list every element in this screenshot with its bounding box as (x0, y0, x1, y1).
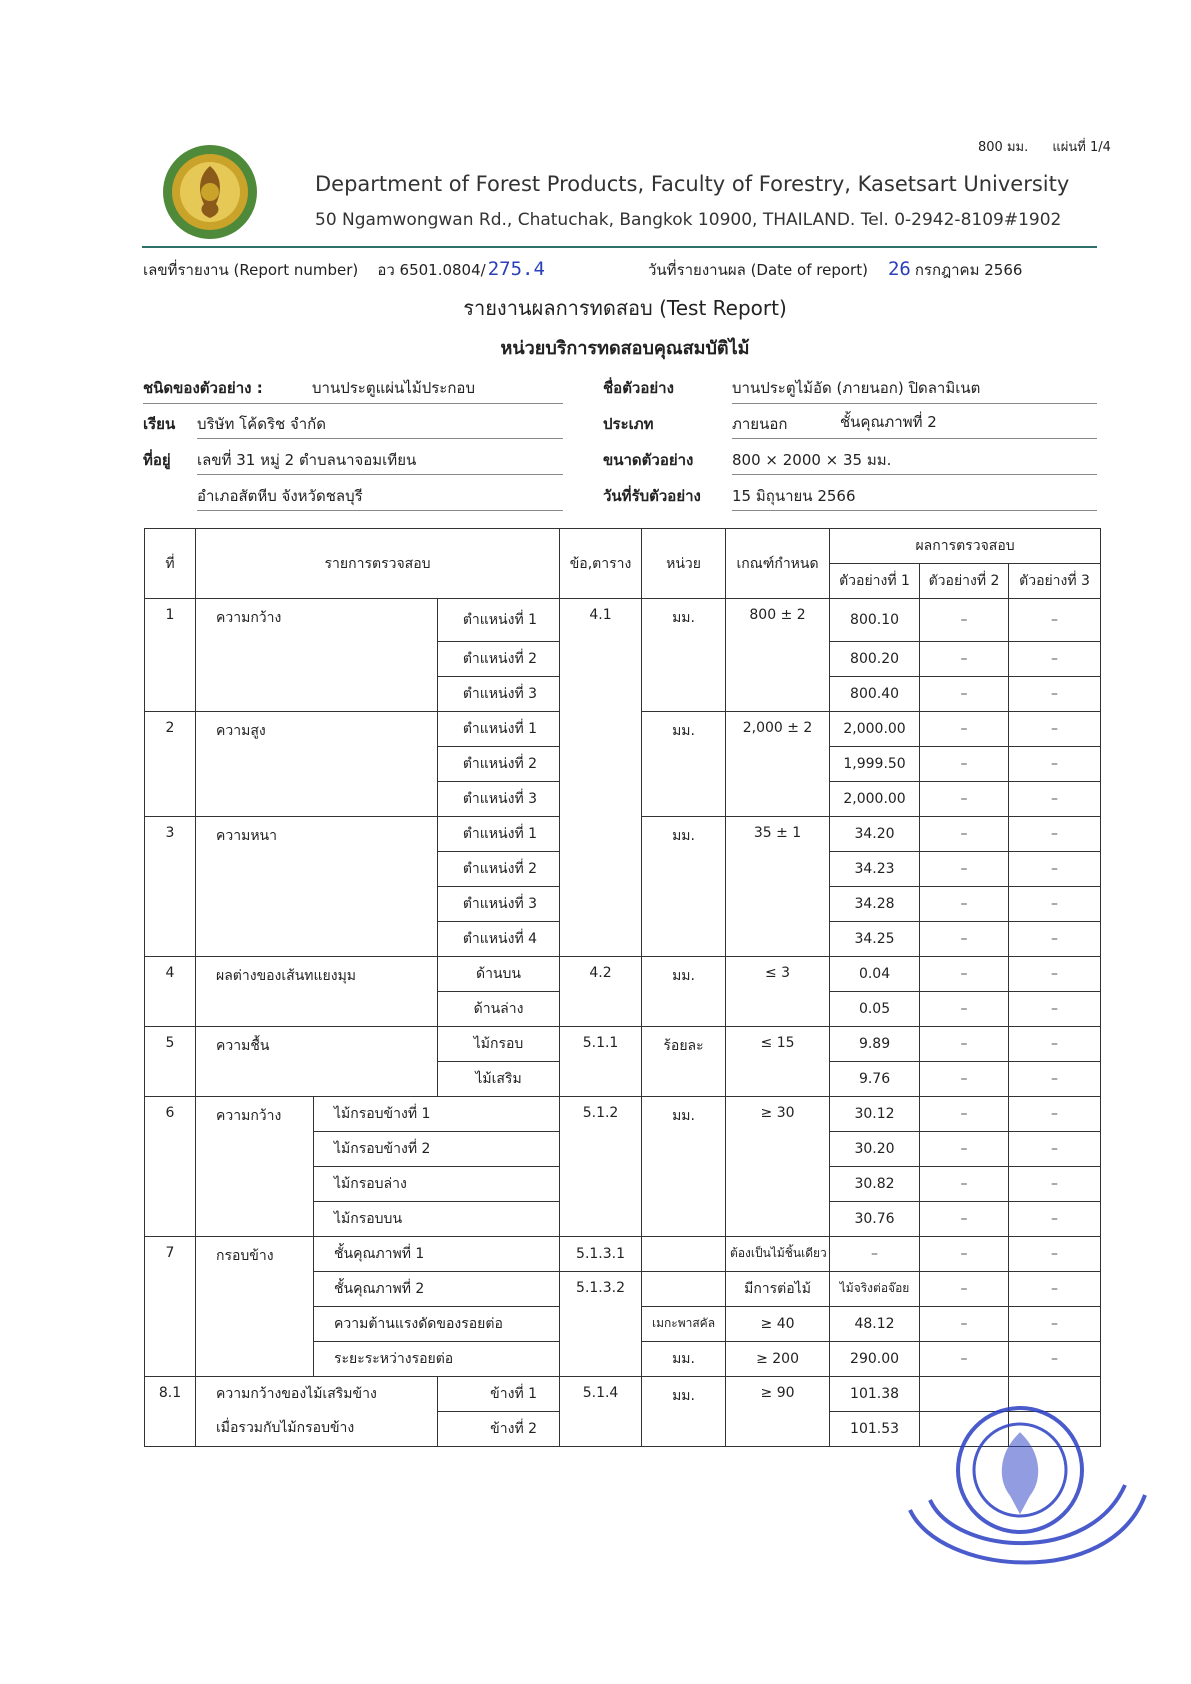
header-no: ที่ (145, 529, 196, 599)
clause-cell (560, 711, 642, 746)
position-label: ไม้กรอบบน (314, 1201, 560, 1236)
row-number: 8.1 (145, 1376, 196, 1446)
row-unit: มม. (642, 1096, 726, 1236)
position-label: ด้านบน (438, 956, 560, 991)
received-date-value: 15 มิถุนายน 2566 (732, 487, 856, 505)
report-date-day: 26 (887, 258, 911, 280)
sample-1-value: 30.12 (830, 1096, 920, 1131)
category-label: ประเภท (603, 415, 654, 433)
sample-2-value: – (920, 711, 1009, 746)
report-date-rest: กรกฎาคม 2566 (914, 261, 1023, 279)
sample-2-value: – (920, 886, 1009, 921)
department-address: 50 Ngamwongwan Rd., Chatuchak, Bangkok 10900, THAILAND. Tel. 0-2942-8109#1902 (315, 210, 1062, 230)
sample-1-value: 9.76 (830, 1061, 920, 1096)
row-number: 3 (145, 816, 196, 956)
department-name: Department of Forest Products, Faculty of Forestry, Kasetsart University (315, 172, 1070, 196)
sample-2-value: – (920, 816, 1009, 851)
position-label: ตำแหน่งที่ 2 (438, 851, 560, 886)
header-clause: ข้อ,ตาราง (560, 529, 642, 599)
row-number: 1 (145, 599, 196, 712)
sample-size-label: ขนาดตัวอย่าง (603, 451, 694, 469)
row-item: กรอบข้าง (196, 1236, 314, 1376)
row-item: ความหนา (196, 816, 438, 956)
clause-cell (560, 886, 642, 921)
sample-size-value: 800 × 2000 × 35 มม. (732, 451, 892, 469)
sample-3-value: – (1009, 599, 1101, 642)
position-label: ข้างที่ 1 (438, 1376, 560, 1411)
row-clause: 5.1.4 (560, 1376, 642, 1446)
sample-1-value: 101.38 (830, 1376, 920, 1411)
row-clause: 5.1.3.1 (560, 1236, 642, 1271)
received-date-label: วันที่รับตัวอย่าง (603, 487, 701, 505)
results-table (144, 528, 1101, 1447)
row-item: ความชื้น (196, 1026, 438, 1096)
sample-1-value: 1,999.50 (830, 746, 920, 781)
row-criteria: ≤ 3 (726, 956, 830, 1026)
sample-1-value: 30.20 (830, 1131, 920, 1166)
header-sample-3: ตัวอย่างที่ 3 (1009, 564, 1101, 599)
sample-1-value: 800.10 (830, 599, 920, 642)
row-criteria: ต้องเป็นไม้ชิ้นเดียว (726, 1236, 830, 1271)
row-number: 7 (145, 1236, 196, 1376)
sample-1-value: – (830, 1236, 920, 1271)
sample-1-value: 34.25 (830, 921, 920, 956)
sample-1-value: 30.82 (830, 1166, 920, 1201)
sample-2-value: – (920, 676, 1009, 711)
category-value: ภายนอก (732, 415, 788, 433)
position-label: ตำแหน่งที่ 1 (438, 599, 560, 642)
position-label: ตำแหน่งที่ 2 (438, 746, 560, 781)
row-unit: มม. (642, 816, 726, 956)
header-item: รายการตรวจสอบ (196, 529, 560, 599)
sample-3-value: – (1009, 1201, 1101, 1236)
address-line2: อำเภอสัตหีบ จังหวัดชลบุรี (197, 487, 363, 505)
row-item: เมื่อรวมกับไม้กรอบข้าง (196, 1411, 438, 1446)
header-unit: หน่วย (642, 529, 726, 599)
underline (732, 438, 1097, 439)
row-criteria: ≥ 90 (726, 1376, 830, 1446)
sample-1-value: 34.20 (830, 816, 920, 851)
clause-cell (560, 851, 642, 886)
address-label: ที่อยู่ (143, 451, 171, 469)
table-row (145, 956, 1101, 991)
row-criteria: 800 ± 2 (726, 599, 830, 712)
row-criteria: ≤ 15 (726, 1026, 830, 1096)
underline (197, 510, 563, 511)
page-tag (958, 136, 1111, 157)
position-label: ด้านล่าง (438, 991, 560, 1026)
table-row (145, 711, 1101, 746)
position-label: ไม้เสริม (438, 1061, 560, 1096)
position-label: ตำแหน่งที่ 2 (438, 641, 560, 676)
sample-2-value: – (920, 956, 1009, 991)
sample-3-value: – (1009, 1026, 1101, 1061)
sample-1-value: 30.76 (830, 1201, 920, 1236)
address-line1: เลขที่ 31 หมู่ 2 ตำบลนาจอมเทียน (197, 451, 417, 469)
report-date (648, 258, 1022, 282)
position-label: ชั้นคุณภาพที่ 1 (314, 1236, 560, 1271)
underline (143, 403, 563, 404)
row-unit: มม. (642, 599, 726, 712)
table-row (145, 1096, 1101, 1131)
sample-3-value: – (1009, 781, 1101, 816)
row-criteria: 2,000 ± 2 (726, 711, 830, 816)
row-item: ผลต่างของเส้นทแยงมุม (196, 956, 438, 1026)
position-label: ตำแหน่งที่ 4 (438, 921, 560, 956)
row-number: 2 (145, 711, 196, 816)
position-label: ไม้กรอบข้างที่ 1 (314, 1096, 560, 1131)
sample-type-label: ชนิดของตัวอย่าง : (143, 379, 263, 397)
row-clause: 4.2 (560, 956, 642, 1026)
position-label: ระยะระหว่างรอยต่อ (314, 1341, 560, 1376)
sample-2-value: – (920, 746, 1009, 781)
table-row (145, 599, 1101, 642)
report-number-label: เลขที่รายงาน (Report number) (143, 261, 359, 279)
unit-cell (642, 1271, 726, 1306)
sample-1-value: 101.53 (830, 1411, 920, 1446)
sample-1-value: 34.23 (830, 851, 920, 886)
sample-3-value: – (1009, 851, 1101, 886)
sample-1-value: 34.28 (830, 886, 920, 921)
header-results: ผลการตรวจสอบ (830, 529, 1101, 564)
report-number (143, 258, 545, 282)
sample-2-value: – (920, 851, 1009, 886)
sample-3-value: – (1009, 886, 1101, 921)
position-label: ความต้านแรงดัดของรอยต่อ (314, 1306, 560, 1341)
position-label: ตำแหน่งที่ 3 (438, 886, 560, 921)
sample-1-value: 2,000.00 (830, 711, 920, 746)
row-criteria: ≥ 40 (726, 1306, 830, 1341)
table-row (145, 1026, 1101, 1061)
sample-2-value: – (920, 1201, 1009, 1236)
sample-2-value: – (920, 1341, 1009, 1376)
sample-1-value: 800.20 (830, 641, 920, 676)
sample-2-value: – (920, 1096, 1009, 1131)
sample-3-value: – (1009, 816, 1101, 851)
clause-cell (560, 816, 642, 851)
header-criteria: เกณฑ์กำหนด (726, 529, 830, 599)
size-tag: 800 มม. (978, 140, 1029, 155)
sample-3-value: – (1009, 1096, 1101, 1131)
row-number: 6 (145, 1096, 196, 1236)
sample-3-value: – (1009, 676, 1101, 711)
sample-2-value: – (920, 1131, 1009, 1166)
position-label: ไม้กรอบข้างที่ 2 (314, 1131, 560, 1166)
clause-cell (560, 781, 642, 816)
table-header-row (145, 529, 1101, 564)
position-label: ตำแหน่งที่ 1 (438, 711, 560, 746)
underline (732, 474, 1097, 475)
position-label: ไม้กรอบ (438, 1026, 560, 1061)
sample-3-value: – (1009, 641, 1101, 676)
clause-cell (560, 921, 642, 956)
row-number: 5 (145, 1026, 196, 1096)
row-unit: มม. (642, 956, 726, 1026)
row-unit: มม. (642, 1341, 726, 1376)
header-rule (142, 246, 1097, 248)
sample-3-value: – (1009, 1061, 1101, 1096)
sample-2-value: – (920, 921, 1009, 956)
sample-3-value: – (1009, 921, 1101, 956)
sample-2-value: – (920, 1306, 1009, 1341)
underline (732, 403, 1097, 404)
sample-3-value: – (1009, 991, 1101, 1026)
header-sample-2: ตัวอย่างที่ 2 (920, 564, 1009, 599)
report-title: รายงานผลการทดสอบ (Test Report) (463, 296, 787, 320)
row-clause: 5.1.2 (560, 1096, 642, 1236)
sample-3-value: – (1009, 1236, 1101, 1271)
unit-cell (642, 1236, 726, 1271)
sample-1-value: 290.00 (830, 1341, 920, 1376)
sample-2-value: – (920, 991, 1009, 1026)
report-date-label: วันที่รายงานผล (Date of report) (648, 261, 868, 279)
position-label: ไม้กรอบล่าง (314, 1166, 560, 1201)
report-number-handwritten: 275.4 (487, 258, 545, 280)
position-label: ตำแหน่งที่ 3 (438, 676, 560, 711)
clause-cell (560, 746, 642, 781)
row-criteria: ≥ 30 (726, 1096, 830, 1236)
to-value: บริษัท โค้ดริช จำกัด (197, 415, 326, 433)
underline (197, 474, 563, 475)
sample-2-value: – (920, 1061, 1009, 1096)
row-unit: ร้อยละ (642, 1026, 726, 1096)
sample-2-value: – (920, 1236, 1009, 1271)
sample-1-value: 2,000.00 (830, 781, 920, 816)
header-sample-1: ตัวอย่างที่ 1 (830, 564, 920, 599)
sample-name-value: บานประตูไม้อัด (ภายนอก) ปิดลามิเนต (732, 379, 981, 397)
department-stamp-icon (900, 1400, 1150, 1595)
clause-cell (560, 676, 642, 711)
row-unit: เมกะพาสคัล (642, 1306, 726, 1341)
position-label: ข้างที่ 2 (438, 1411, 560, 1446)
position-label: ชั้นคุณภาพที่ 2 (314, 1271, 560, 1306)
sample-3-value: – (1009, 1306, 1101, 1341)
row-item: ความกว้างของไม้เสริมข้าง (196, 1376, 438, 1411)
sample-1-value: ไม้จริงต่อจ๊อย (830, 1271, 920, 1306)
sample-3-value: – (1009, 746, 1101, 781)
row-item: ความกว้าง (196, 599, 438, 712)
sample-3-value: – (1009, 711, 1101, 746)
table-row (145, 816, 1101, 851)
sample-name-label: ชื่อตัวอย่าง (603, 379, 674, 397)
sample-2-value: – (920, 1026, 1009, 1061)
sample-1-value: 9.89 (830, 1026, 920, 1061)
underline (732, 510, 1097, 511)
row-criteria: 35 ± 1 (726, 816, 830, 956)
row-clause: 5.1.1 (560, 1026, 642, 1096)
table-row (145, 1236, 1101, 1271)
sample-3-value: – (1009, 1341, 1101, 1376)
sample-3-value: – (1009, 956, 1101, 991)
position-label: ตำแหน่งที่ 1 (438, 816, 560, 851)
row-clause: 5.1.3.2 (560, 1271, 642, 1376)
sample-3-value: – (1009, 1166, 1101, 1201)
sample-2-value: – (920, 641, 1009, 676)
sample-3-value: – (1009, 1271, 1101, 1306)
row-unit: มม. (642, 711, 726, 816)
position-label: ตำแหน่งที่ 3 (438, 781, 560, 816)
sample-type-value: บานประตูแผ่นไม้ประกอบ (312, 379, 475, 397)
underline (197, 438, 563, 439)
sample-1-value: 0.05 (830, 991, 920, 1026)
row-unit: มม. (642, 1376, 726, 1446)
sample-3-value: – (1009, 1131, 1101, 1166)
row-criteria: ≥ 200 (726, 1341, 830, 1376)
sample-2-value: – (920, 781, 1009, 816)
row-item: ความกว้าง (196, 1096, 314, 1236)
report-number-prefix: อว 6501.0804/ (377, 261, 486, 279)
clause-cell (560, 641, 642, 676)
sample-2-value: – (920, 599, 1009, 642)
sample-2-value: – (920, 1271, 1009, 1306)
sample-1-value: 0.04 (830, 956, 920, 991)
to-label: เรียน (143, 415, 176, 433)
sample-1-value: 800.40 (830, 676, 920, 711)
row-clause: 4.1 (560, 599, 642, 642)
sample-1-value: 48.12 (830, 1306, 920, 1341)
row-criteria: มีการต่อไม้ (726, 1271, 830, 1306)
university-logo-icon (160, 142, 260, 242)
sample-2-value: – (920, 1166, 1009, 1201)
row-number: 4 (145, 956, 196, 1026)
sheet-number: แผ่นที่ 1/4 (1052, 140, 1111, 155)
report-subtitle: หน่วยบริการทดสอบคุณสมบัติไม้ (500, 338, 750, 359)
row-item: ความสูง (196, 711, 438, 816)
grade-value: ชั้นคุณภาพที่ 2 (840, 413, 937, 431)
